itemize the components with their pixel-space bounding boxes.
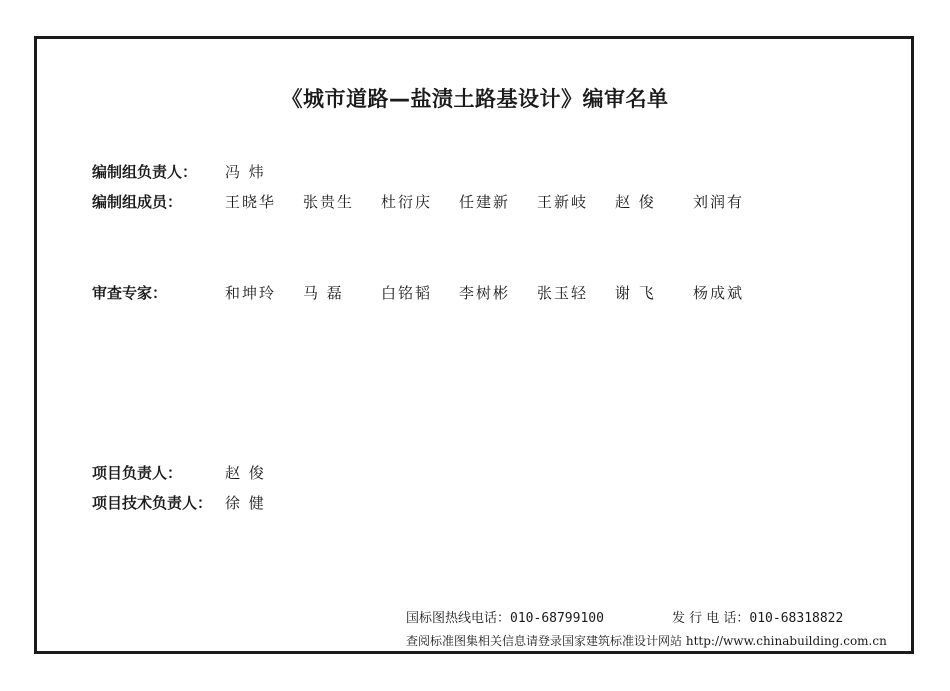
compile-leader-label: 编制组负责人： xyxy=(92,163,198,181)
member-name: 任建新 xyxy=(459,193,511,211)
page-title: 《城市道路—盐渍土路基设计》编审名单 xyxy=(281,87,669,111)
review-experts-label: 审查专家： xyxy=(92,284,168,302)
website-link[interactable]: http://www.chinabuilding.com.cn xyxy=(685,634,887,648)
website-line xyxy=(406,632,887,649)
expert-name: 马 磊 xyxy=(303,284,344,302)
expert-name: 谢 飞 xyxy=(615,284,656,302)
document-frame xyxy=(34,36,914,654)
project-leader-label: 项目负责人： xyxy=(92,464,183,482)
project-tech-leader-label: 项目技术负责人： xyxy=(92,494,213,512)
member-name: 赵 俊 xyxy=(615,193,656,211)
website-text: 查阅标准图集相关信息请登录国家建筑标准设计网站 xyxy=(406,634,683,648)
project-tech-leader-name: 徐 健 xyxy=(225,494,266,512)
hotline-number: 010-68799100 xyxy=(510,611,604,626)
member-name: 张贵生 xyxy=(303,193,355,211)
expert-name: 白铭韬 xyxy=(381,284,433,302)
member-name: 杜衍庆 xyxy=(381,193,433,211)
expert-name: 李树彬 xyxy=(459,284,511,302)
member-name: 王晓华 xyxy=(225,193,277,211)
project-leader-name: 赵 俊 xyxy=(225,464,266,482)
expert-name: 张玉轻 xyxy=(537,284,589,302)
hotline-line xyxy=(406,607,604,626)
issue-phone-label: 发 行 电 话： xyxy=(672,611,750,626)
compile-members-label: 编制组成员： xyxy=(92,193,183,211)
expert-name: 杨成斌 xyxy=(693,284,745,302)
compile-leader-name: 冯 炜 xyxy=(225,163,266,181)
hotline-label: 国标图热线电话： xyxy=(406,611,511,626)
member-name: 王新岐 xyxy=(537,193,589,211)
expert-name: 和坤玲 xyxy=(225,284,277,302)
issue-phone-line xyxy=(672,607,843,626)
member-name: 刘润有 xyxy=(693,193,745,211)
issue-phone-number: 010-68318822 xyxy=(749,611,844,626)
